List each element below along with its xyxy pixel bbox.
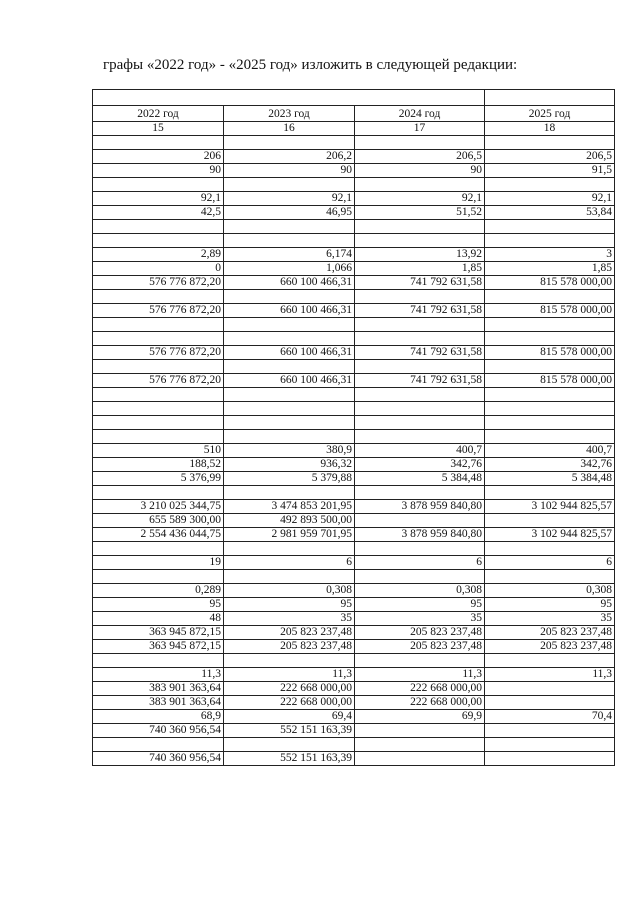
table-row: [93, 710, 615, 724]
table-cell: [485, 290, 615, 304]
table-cell: 95: [224, 598, 355, 612]
table-row: [93, 290, 615, 304]
table-cell: [224, 290, 355, 304]
table-cell: 95: [355, 598, 485, 612]
table-cell: [224, 332, 355, 346]
table-cell: [224, 738, 355, 752]
table-cell: [355, 738, 485, 752]
table-row: [93, 444, 615, 458]
table-cell: [93, 388, 224, 402]
table-row: [93, 654, 615, 668]
table-cell: 0,308: [355, 584, 485, 598]
column-number-16: 16: [224, 122, 355, 136]
table-cell: [355, 136, 485, 150]
table-row: [93, 374, 615, 388]
table-row: [93, 514, 615, 528]
table-cell: [93, 654, 224, 668]
table-cell: 576 776 872,20: [93, 374, 224, 388]
table-row: [93, 612, 615, 626]
table-cell: 6: [355, 556, 485, 570]
table-row: [93, 570, 615, 584]
column-number-15: 15: [93, 122, 224, 136]
table-cell: [355, 360, 485, 374]
table-cell: [224, 318, 355, 332]
table-cell: 95: [485, 598, 615, 612]
table-row: [93, 346, 615, 360]
table-cell: [485, 388, 615, 402]
table-cell: 380,9: [224, 444, 355, 458]
table-cell: 35: [224, 612, 355, 626]
table-cell: 741 792 631,58: [355, 276, 485, 290]
table-cell: 205 823 237,48: [485, 626, 615, 640]
table-cell: [485, 752, 615, 766]
table-cell: [93, 290, 224, 304]
table-cell: [93, 542, 224, 556]
table-row: [93, 304, 615, 318]
table-cell: 342,76: [485, 458, 615, 472]
table-row: [93, 682, 615, 696]
table-row: [93, 626, 615, 640]
year-header-row: [93, 106, 615, 122]
table-row: [93, 486, 615, 500]
year-header-2022: 2022 год: [93, 106, 224, 122]
table-row: [93, 500, 615, 514]
table-cell: 3 878 959 840,80: [355, 528, 485, 542]
table-cell: 0,308: [485, 584, 615, 598]
table-cell: [93, 360, 224, 374]
table-cell: 815 578 000,00: [485, 276, 615, 290]
year-header-2024: 2024 год: [355, 106, 485, 122]
table-row: [93, 332, 615, 346]
table-cell: 13,92: [355, 248, 485, 262]
table-cell: 205 823 237,48: [355, 626, 485, 640]
table-row: [93, 262, 615, 276]
table-row: [93, 556, 615, 570]
table-cell: [355, 514, 485, 528]
table-cell: 2 554 436 044,75: [93, 528, 224, 542]
table-cell: [485, 654, 615, 668]
table-cell: 205 823 237,48: [224, 640, 355, 654]
table-row: [93, 360, 615, 374]
table-cell: 48: [93, 612, 224, 626]
table-cell: 222 668 000,00: [224, 696, 355, 710]
table-row: [93, 178, 615, 192]
table-cell: 206,5: [355, 150, 485, 164]
table-row: [93, 164, 615, 178]
table-cell: 815 578 000,00: [485, 374, 615, 388]
table-cell: 3 102 944 825,57: [485, 528, 615, 542]
table-cell: [485, 696, 615, 710]
table-cell: [485, 318, 615, 332]
table-cell: 576 776 872,20: [93, 276, 224, 290]
table-cell: 92,1: [224, 192, 355, 206]
table-cell: 2,89: [93, 248, 224, 262]
table-cell: [93, 738, 224, 752]
table-row: [93, 458, 615, 472]
table-cell: 6,174: [224, 248, 355, 262]
table-cell: [485, 234, 615, 248]
table-cell: [224, 388, 355, 402]
table-cell: 53,84: [485, 206, 615, 220]
table-cell: 936,32: [224, 458, 355, 472]
table-cell: [93, 570, 224, 584]
table-cell: 576 776 872,20: [93, 304, 224, 318]
table-row: [93, 696, 615, 710]
table-cell: 95: [93, 598, 224, 612]
table-row: [93, 724, 615, 738]
table-row: [93, 598, 615, 612]
table-row: [93, 136, 615, 150]
table-cell: 3 210 025 344,75: [93, 500, 224, 514]
table-cell: 222 668 000,00: [355, 682, 485, 696]
table-cell: [485, 360, 615, 374]
table-row: [93, 528, 615, 542]
table-cell: [224, 220, 355, 234]
table-cell: 655 589 300,00: [93, 514, 224, 528]
table-cell: [485, 738, 615, 752]
table-cell: [224, 416, 355, 430]
table-cell: [224, 486, 355, 500]
table-cell: 11,3: [224, 668, 355, 682]
table-cell: [485, 332, 615, 346]
year-header-2023: 2023 год: [224, 106, 355, 122]
table-cell: 205 823 237,48: [355, 640, 485, 654]
table-row: [93, 388, 615, 402]
table-row: [93, 416, 615, 430]
table-row: [93, 584, 615, 598]
table-cell: [485, 416, 615, 430]
table-cell: 660 100 466,31: [224, 346, 355, 360]
table-cell: [355, 654, 485, 668]
table-cell: 5 384,48: [355, 472, 485, 486]
table-cell: 383 901 363,64: [93, 696, 224, 710]
table-cell: 222 668 000,00: [355, 696, 485, 710]
table-cell: 552 151 163,39: [224, 752, 355, 766]
table-row: [93, 402, 615, 416]
page-heading: графы «2022 год» - «2025 год» изложить в следующей редакции:: [103, 57, 518, 73]
table-row: [93, 752, 615, 766]
table-cell: [224, 430, 355, 444]
table-cell: 3 474 853 201,95: [224, 500, 355, 514]
table-cell: 92,1: [485, 192, 615, 206]
table-cell: 5 379,88: [224, 472, 355, 486]
amendment-table: [92, 89, 615, 766]
table-cell: [355, 234, 485, 248]
table-cell: [355, 178, 485, 192]
table-cell: [93, 416, 224, 430]
table-cell: [224, 136, 355, 150]
table-cell: 342,76: [355, 458, 485, 472]
table-cell: [224, 654, 355, 668]
table-cell: [224, 570, 355, 584]
table-cell: [224, 402, 355, 416]
table-cell: 11,3: [93, 668, 224, 682]
table-cell: 2 981 959 701,95: [224, 528, 355, 542]
table-cell: [485, 542, 615, 556]
table-cell: 3: [485, 248, 615, 262]
table-cell: [355, 416, 485, 430]
table-cell: 815 578 000,00: [485, 304, 615, 318]
table-row: [93, 192, 615, 206]
table-cell: [355, 220, 485, 234]
table-cell: 11,3: [355, 668, 485, 682]
table-cell: 741 792 631,58: [355, 304, 485, 318]
table-row: [93, 150, 615, 164]
column-number-17: 17: [355, 122, 485, 136]
table-cell: 46,95: [224, 206, 355, 220]
table-cell: 815 578 000,00: [485, 346, 615, 360]
table-cell: 740 360 956,54: [93, 752, 224, 766]
table-cell: 70,4: [485, 710, 615, 724]
table-cell: [485, 724, 615, 738]
table-cell: 3 102 944 825,57: [485, 500, 615, 514]
table-cell: 90: [355, 164, 485, 178]
table-cell: [355, 570, 485, 584]
table-cell: [224, 360, 355, 374]
table-cell: [485, 220, 615, 234]
table-cell: [355, 542, 485, 556]
table-cell: 741 792 631,58: [355, 346, 485, 360]
table-cell: 35: [355, 612, 485, 626]
table-row: [93, 276, 615, 290]
table-cell: [93, 318, 224, 332]
table-cell: 222 668 000,00: [224, 682, 355, 696]
table-cell: [355, 290, 485, 304]
table-cell: 5 384,48: [485, 472, 615, 486]
table-cell: 206,5: [485, 150, 615, 164]
table-cell: [355, 318, 485, 332]
table-cell: [93, 178, 224, 192]
table-cell: 206,2: [224, 150, 355, 164]
table-cell: 6: [485, 556, 615, 570]
table-cell: [224, 178, 355, 192]
table-cell: 3 878 959 840,80: [355, 500, 485, 514]
table-cell: 0: [93, 262, 224, 276]
table-cell: [485, 486, 615, 500]
table-cell: 188,52: [93, 458, 224, 472]
table-cell: 660 100 466,31: [224, 374, 355, 388]
column-number-18: 18: [485, 122, 615, 136]
table-cell: [93, 430, 224, 444]
table-cell: 552 151 163,39: [224, 724, 355, 738]
table-cell: 1,066: [224, 262, 355, 276]
table-cell: [93, 136, 224, 150]
table-cell: [93, 220, 224, 234]
table-cell: 400,7: [485, 444, 615, 458]
table-cell: [485, 514, 615, 528]
table-row: [93, 318, 615, 332]
table-cell: 91,5: [485, 164, 615, 178]
table-cell: [355, 430, 485, 444]
table-cell: 0,289: [93, 584, 224, 598]
table-cell: 19: [93, 556, 224, 570]
table-cell: [224, 542, 355, 556]
table-cell: [355, 388, 485, 402]
table-row: [93, 248, 615, 262]
table-row: [93, 472, 615, 486]
table-cell: 0,308: [224, 584, 355, 598]
table-cell: 6: [224, 556, 355, 570]
table-cell: 1,85: [485, 262, 615, 276]
table-cell: [355, 402, 485, 416]
table-cell: 741 792 631,58: [355, 374, 485, 388]
table-cell: 90: [93, 164, 224, 178]
table-cell: 1,85: [355, 262, 485, 276]
table-cell: [93, 486, 224, 500]
table-cell: [93, 234, 224, 248]
table-body: [93, 90, 615, 766]
table-row: [93, 220, 615, 234]
column-number-row: [93, 122, 615, 136]
table-row: [93, 640, 615, 654]
table-cell: 206: [93, 150, 224, 164]
table-cell: [93, 332, 224, 346]
table-cell: [485, 430, 615, 444]
header-spacer-row: [93, 90, 615, 106]
table-cell: 400,7: [355, 444, 485, 458]
table-cell: [485, 682, 615, 696]
table-cell: 740 360 956,54: [93, 724, 224, 738]
table-cell: 660 100 466,31: [224, 304, 355, 318]
table-cell: [485, 136, 615, 150]
table-cell: 510: [93, 444, 224, 458]
table-row: [93, 542, 615, 556]
table-cell: [93, 402, 224, 416]
table-cell: 90: [224, 164, 355, 178]
table-row: [93, 430, 615, 444]
table-row: [93, 206, 615, 220]
table-cell: 363 945 872,15: [93, 626, 224, 640]
table-row: [93, 234, 615, 248]
table-cell: 492 893 500,00: [224, 514, 355, 528]
table-cell: 383 901 363,64: [93, 682, 224, 696]
table-cell: 660 100 466,31: [224, 276, 355, 290]
table-cell: 205 823 237,48: [224, 626, 355, 640]
table-cell: [485, 402, 615, 416]
table-cell: [355, 724, 485, 738]
table-cell: [485, 570, 615, 584]
table-cell: [355, 486, 485, 500]
header-spacer-cell: [93, 90, 485, 106]
table-cell: 69,9: [355, 710, 485, 724]
table-cell: 205 823 237,48: [485, 640, 615, 654]
table-cell: [485, 178, 615, 192]
table-cell: 35: [485, 612, 615, 626]
table-cell: 92,1: [355, 192, 485, 206]
table-cell: [355, 752, 485, 766]
table-cell: 68,9: [93, 710, 224, 724]
table-cell: 576 776 872,20: [93, 346, 224, 360]
table-cell: 69,4: [224, 710, 355, 724]
table-cell: 51,52: [355, 206, 485, 220]
table-cell: 92,1: [93, 192, 224, 206]
header-spacer-cell: [485, 90, 615, 106]
table-cell: [224, 234, 355, 248]
table-cell: 11,3: [485, 668, 615, 682]
table-row: [93, 668, 615, 682]
table-cell: 42,5: [93, 206, 224, 220]
table-cell: [355, 332, 485, 346]
table-cell: 5 376,99: [93, 472, 224, 486]
table-row: [93, 738, 615, 752]
year-header-2025: 2025 год: [485, 106, 615, 122]
table-cell: 363 945 872,15: [93, 640, 224, 654]
